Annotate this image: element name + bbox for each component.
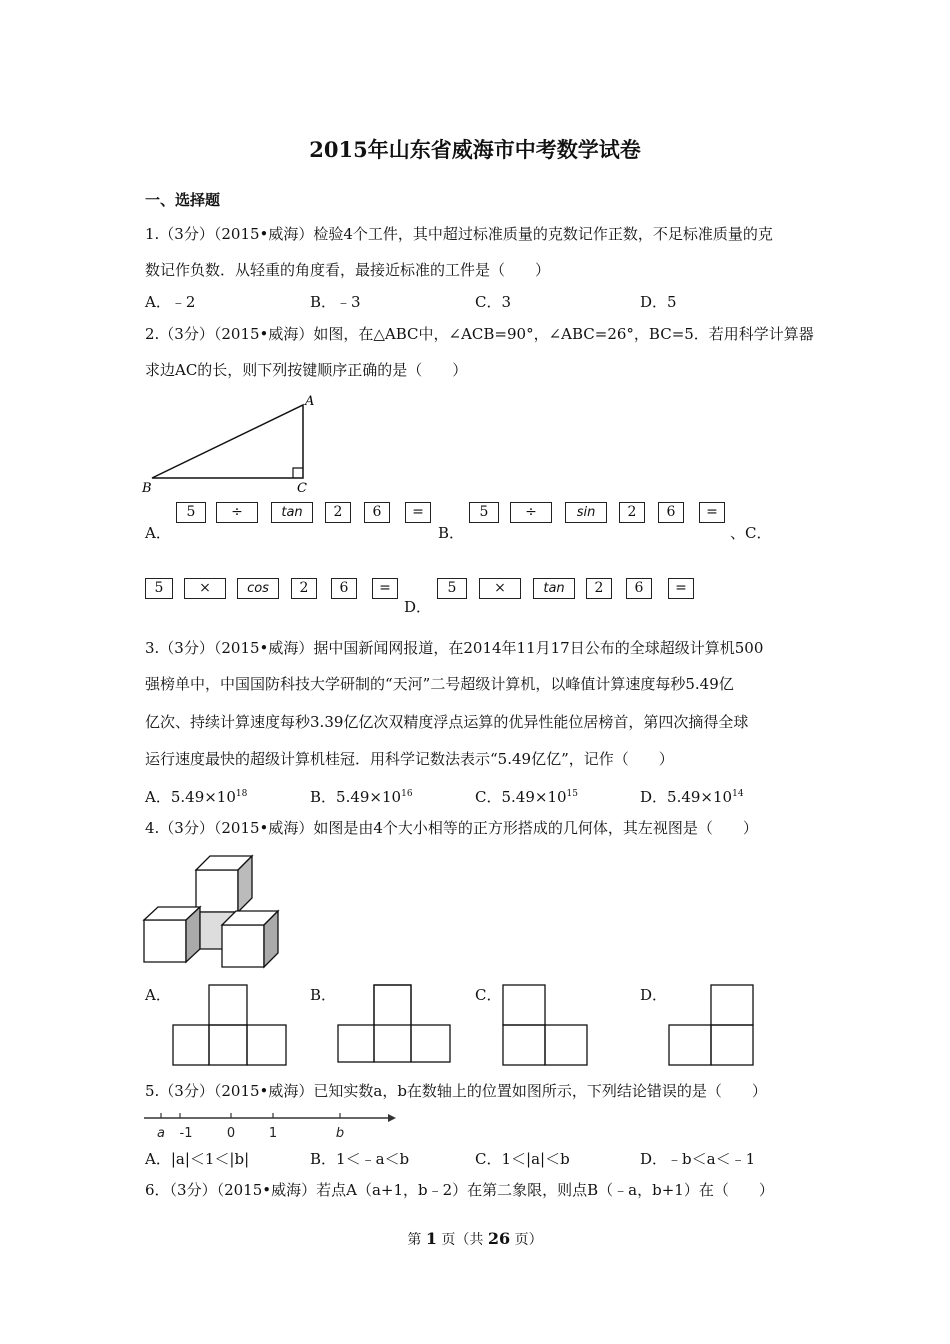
q4-option-d-view — [668, 984, 758, 1068]
q1-text-line2: 数记作负数．从轻重的角度看，最接近标准的工件是（ ） — [145, 261, 551, 279]
key-divide: ÷ — [216, 502, 258, 523]
q3-text-line3: 亿次、持续计算速度每秒3.39亿亿次双精度浮点运算的优异性能位居榜首，第四次摘得全球 — [145, 713, 749, 731]
q3-option-b: B．$5.49\times 10^{16}$ — [310, 788, 413, 806]
q5-text-line1: 5.（3分）（2015•威海）已知实数a，b在数轴上的位置如图所示，下列结论错误的是（ ） — [145, 1082, 767, 1100]
q4-text-line1: 4.（3分）（2015•威海）如图是由4个大小相等的正方形搭成的几何体，其左视图是（ ） — [145, 819, 758, 837]
key-sin: sin — [565, 502, 607, 523]
key-divide: ÷ — [510, 502, 552, 523]
page-footer: 第 1 页（共 26 页） — [407, 1229, 543, 1248]
q5-option-b: B．1＜﹣a＜b — [310, 1150, 410, 1168]
axis-label-neg1: -1 — [179, 1126, 193, 1141]
vertex-label-b: B — [142, 481, 152, 496]
key-multiply: × — [479, 578, 521, 599]
q2-text-line1: 2.（3分）（2015•威海）如图，在△ABC中，∠ACB=90°，∠ABC=26°，BC=5．若用科学计算器 — [145, 325, 814, 343]
q4-option-a-label: A． — [145, 986, 171, 1004]
key-2: 2 — [325, 502, 351, 523]
key-2: 2 — [619, 502, 645, 523]
q2-option-a-label: A． — [145, 524, 171, 542]
section-heading: 一、选择题 — [145, 191, 221, 209]
page-title: 2015年山东省威海市中考数学试卷 — [309, 137, 641, 162]
key-6: 6 — [364, 502, 390, 523]
q3-option-d: D．$5.49\times 10^{14}$ — [640, 788, 744, 806]
key-multiply: × — [184, 578, 226, 599]
q1-text-line1: 1.（3分）（2015•威海）检验4个工件，其中超过标准质量的克数记作正数，不足标准质量的克 — [145, 225, 773, 243]
q5-option-c: C．1＜|a|＜b — [475, 1150, 570, 1168]
q2-text-line2: 求边AC的长，则下列按键顺序正确的是（ ） — [145, 361, 468, 379]
vertex-label-a: A — [305, 394, 315, 409]
q3-option-a: A．$5.49\times 10^{18}$ — [145, 788, 248, 806]
q3-text-line2: 强榜单中，中国国防科技大学研制的“天河”二号超级计算机，以峰值计算速度每秒5.49亿 — [145, 675, 734, 693]
key-2: 2 — [586, 578, 612, 599]
q1-option-a: A．﹣2 — [145, 293, 196, 311]
key-5: 5 — [145, 578, 173, 599]
q3-text-line1: 3.（3分）（2015•威海）据中国新闻网报道，在2014年11月17日公布的全球超级计算机500 — [145, 639, 764, 657]
q4-option-d-label: D． — [640, 986, 668, 1004]
q2-option-d-label: D． — [404, 598, 432, 616]
q3-option-c: C．$5.49\times 10^{15}$ — [475, 788, 578, 806]
q1-option-b: B．﹣3 — [310, 293, 361, 311]
q6-text-line1: 6．（3分）（2015•威海）若点A（a+1，b﹣2）在第二象限，则点B（﹣a，b+1）在（ ） — [145, 1181, 774, 1199]
axis-label-a: a — [157, 1126, 165, 1141]
key-2: 2 — [291, 578, 317, 599]
axis-label-1: 1 — [268, 1126, 278, 1141]
key-tan: tan — [271, 502, 313, 523]
vertex-label-c: C — [297, 481, 307, 496]
key-6: 6 — [331, 578, 357, 599]
q4-option-b-label: B． — [310, 986, 337, 1004]
q4-option-a-view — [172, 984, 290, 1068]
key-5: 5 — [469, 502, 499, 523]
q4-option-b-view — [337, 984, 455, 1068]
number-line — [140, 1108, 400, 1142]
key-6: 6 — [626, 578, 652, 599]
cubes-figure — [140, 850, 285, 972]
q4-option-c-view — [502, 984, 592, 1068]
key-5: 5 — [176, 502, 206, 523]
page-total: 26 — [487, 1229, 511, 1248]
q5-option-a: A．|a|＜1＜|b| — [145, 1150, 250, 1168]
q1-option-d: D．5 — [640, 293, 677, 311]
q2-option-b-label: B． — [438, 524, 465, 542]
key-equals: = — [699, 502, 725, 523]
key-cos: cos — [237, 578, 279, 599]
axis-label-0: 0 — [226, 1126, 236, 1141]
key-equals: = — [372, 578, 398, 599]
key-5: 5 — [437, 578, 467, 599]
q4-option-c-label: C． — [475, 986, 502, 1004]
key-6: 6 — [658, 502, 684, 523]
triangle-figure — [140, 390, 320, 498]
q3-text-line4: 运行速度最快的超级计算机桂冠．用科学记数法表示“5.49亿亿”，记作（ ） — [145, 750, 674, 768]
q1-option-c: C．3 — [475, 293, 512, 311]
key-tan: tan — [533, 578, 575, 599]
key-equals: = — [405, 502, 431, 523]
q5-option-d: D．﹣b＜a＜﹣1 — [640, 1150, 756, 1168]
page-number: 1 — [425, 1229, 437, 1248]
axis-label-b: b — [335, 1126, 345, 1141]
key-equals: = — [668, 578, 694, 599]
q2-option-c-label: 、C． — [730, 524, 772, 542]
